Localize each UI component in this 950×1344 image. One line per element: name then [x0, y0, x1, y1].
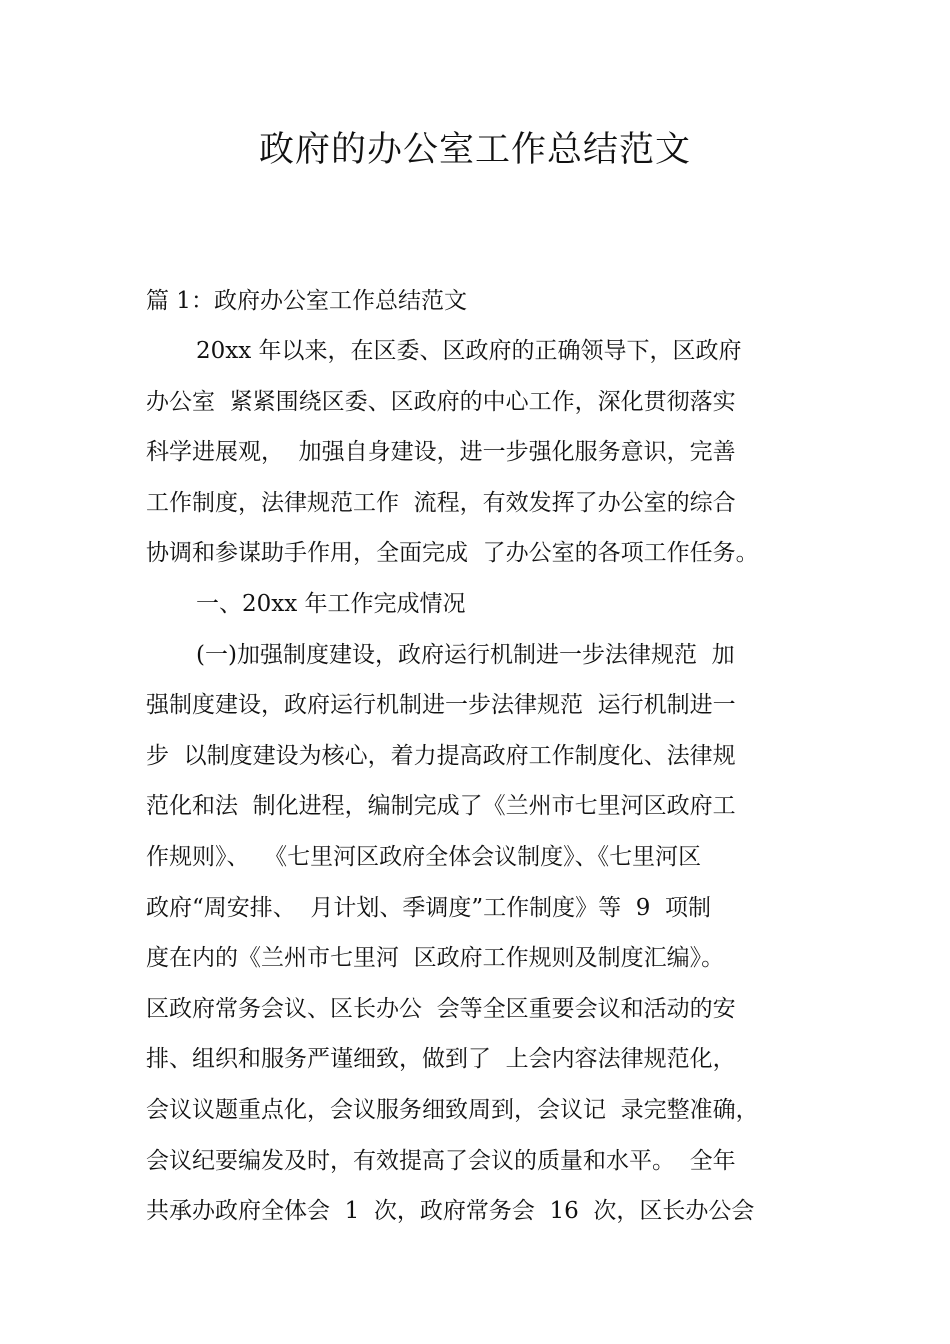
body-line: 区政府常务会议、区长办公 会等全区重要会议和活动的安 [146, 995, 736, 1022]
document-body [146, 326, 836, 1237]
body-line: 20xx 年以来，在区委、区政府的正确领导下，区政府 [196, 338, 742, 364]
body-line: 会议议题重点化，会议服务细致周到，会议记 录完整准确， [146, 1096, 759, 1123]
body-line: 政府“周安排、 月计划、季调度”工作制度》等 9 项制 [146, 894, 712, 921]
body-line: 协调和参谋助手作用，全面完成 了办公室的各项工作任务。 [146, 540, 759, 567]
body-line: 科学进展观， 加强自身建设，进一步强化服务意识，完善 [146, 439, 736, 466]
body-line: 工作制度，法律规范工作 流程，有效发挥了办公室的综合 [146, 489, 736, 516]
body-line: 会议纪要编发及时，有效提高了会议的质量和水平。 全年 [146, 1147, 736, 1174]
body-line: 排、组织和服务严谨细致，做到了 上会内容法律规范化， [146, 1046, 736, 1073]
body-line: 办公室 紧紧围绕区委、区政府的中心工作，深化贯彻落实 [146, 388, 736, 415]
document-title: 政府的办公室工作总结范文 [258, 130, 691, 170]
body-line: 步 以制度建设为核心，着力提高政府工作制度化、法律规 [146, 742, 736, 769]
section-heading: 篇 1：政府办公室工作总结范文 [146, 288, 467, 314]
body-line: 强制度建设，政府运行机制进一步法律规范 运行机制进一 [146, 692, 736, 719]
body-line: 作规则》、 《七里河区政府全体会议制度》、《七里河区 [146, 843, 702, 870]
body-line: (一)加强制度建设，政府运行机制进一步法律规范 加 [196, 641, 735, 668]
body-line: 范化和法 制化进程，编制完成了《兰州市七里河区政府工 [146, 793, 736, 820]
body-line: 度在内的《兰州市七里河 区政府工作规则及制度汇编》。 [146, 945, 725, 972]
body-line: 共承办政府全体会 1 次，政府常务会 16 次，区长办公会 [146, 1198, 755, 1225]
subsection-heading: 一、20xx 年工作完成情况 [196, 590, 466, 617]
